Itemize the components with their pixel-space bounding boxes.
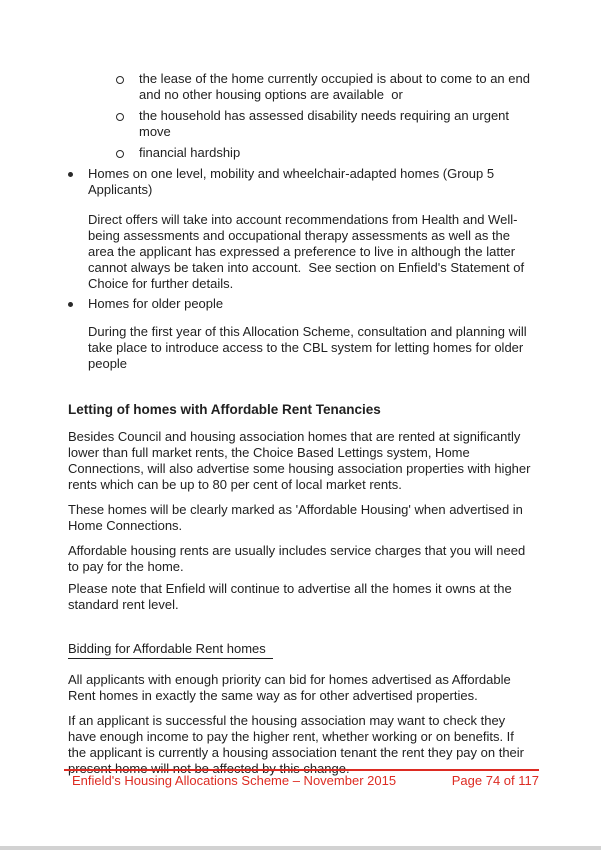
subheading-bidding-text: Bidding for Affordable Rent homes <box>68 641 273 659</box>
subheading-bidding <box>68 641 532 659</box>
list-item-text: Homes for older people <box>88 296 224 311</box>
list-item <box>68 145 532 161</box>
paragraph-standard-rent: Please note that Enfield will continue to advertise all the homes it owns at the standard rent level. <box>68 581 516 612</box>
list-item-text: financial hardship <box>139 145 241 160</box>
page-footer <box>64 769 539 789</box>
circle-bullet-icon <box>116 150 124 158</box>
paragraph-all-applicants: All applicants with enough priority can bid for homes advertised as Affordable Rent homes in exactly the same way as for other advertised properties. <box>68 672 515 703</box>
page-bottom-edge <box>0 846 601 850</box>
paragraph-direct-offers: Direct offers will take into account recommendations from Health and Well-being assessments and occupational therapy assessments as well as the area the applicant has expressed a preference to live in although the latter cannot always be taken into account. See section on Enfield's Statement of Choice for further details. <box>88 212 528 291</box>
list-item <box>68 108 532 140</box>
paragraph-first-year: During the first year of this Allocation Scheme, consultation and planning will take place to introduce access to the CBL system for letting homes for older people <box>88 324 531 371</box>
list-item-text: Homes on one level, mobility and wheelchair-adapted homes (Group 5 Applicants) <box>88 166 498 197</box>
list-item-text: the household has assessed disability needs requiring an urgent move <box>139 108 513 139</box>
paragraph-besides: Besides Council and housing association homes that are rented at significantly lower than full market rents, the Choice Based Lettings system, Home Connections, will also advertise some housing association properties with higher rents which can be up to 80 per cent of local market rents. <box>68 429 535 492</box>
paragraph-service-charges: Affordable housing rents are usually includes service charges that you will need to pay for the home. <box>68 543 529 574</box>
list-item <box>68 296 532 312</box>
dot-bullet-icon <box>68 172 73 177</box>
sub-bullet-list <box>68 71 532 161</box>
list-item <box>68 71 532 103</box>
section-heading-affordable-rent: Letting of homes with Affordable Rent Tenancies <box>68 402 381 417</box>
list-item <box>68 166 532 198</box>
circle-bullet-icon <box>116 113 124 121</box>
list-item-text: the lease of the home currently occupied is about to come to an end and no other housing options are available or <box>139 71 534 102</box>
footer-document-title: Enfield's Housing Allocations Scheme – November 2015 <box>72 773 397 788</box>
page-content <box>68 71 535 786</box>
circle-bullet-icon <box>116 76 124 84</box>
dot-bullet-icon <box>68 302 73 307</box>
paragraph-clearly-marked: These homes will be clearly marked as 'Affordable Housing' when advertised in Home Connections. <box>68 502 527 533</box>
paragraph-if-successful: If an applicant is successful the housing association may want to check they have enough income to pay the higher rent, whether working or on benefits. If the applicant is currently a housing association tenant the rent they pay on their present home will not be affected by this change. <box>68 713 528 776</box>
footer-page-number: Page 74 of 117 <box>451 773 539 788</box>
